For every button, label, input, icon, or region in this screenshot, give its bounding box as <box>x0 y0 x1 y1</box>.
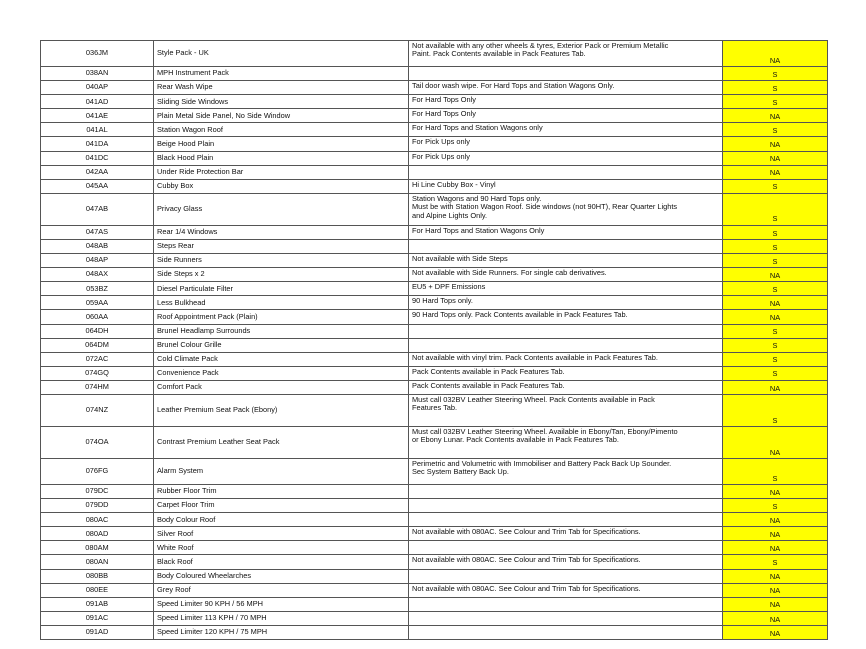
option-note-cell: EU5 + DPF Emissions <box>409 282 723 296</box>
option-note-cell: For Pick Ups only <box>409 137 723 151</box>
table-row <box>41 426 828 458</box>
option-note-cell: For Hard Tops Only <box>409 109 723 123</box>
option-description-cell: Brunel Colour Grille <box>154 338 409 352</box>
table-row <box>41 193 828 225</box>
option-note-cell: Perimetric and Volumetric with Immobiliser and Battery Pack Back Up Sounder. Sec System Battery Back Up. <box>409 458 723 484</box>
table-row <box>41 484 828 498</box>
option-note-cell <box>409 338 723 352</box>
availability-cell: S <box>723 67 828 81</box>
option-description-cell: Silver Roof <box>154 527 409 541</box>
option-note-cell <box>409 324 723 338</box>
option-description-cell: Grey Roof <box>154 583 409 597</box>
option-description-cell: White Roof <box>154 541 409 555</box>
option-note-cell: Tail door wash wipe. For Hard Tops and Station Wagons Only. <box>409 81 723 95</box>
availability-cell: S <box>723 179 828 193</box>
option-description-cell: Convenience Pack <box>154 366 409 380</box>
availability-cell: S <box>723 555 828 569</box>
option-description-cell: Side Steps x 2 <box>154 268 409 282</box>
table-row <box>41 310 828 324</box>
option-code-cell: 059AA <box>41 296 154 310</box>
table-row <box>41 239 828 253</box>
option-description-cell: Beige Hood Plain <box>154 137 409 151</box>
option-note-cell <box>409 513 723 527</box>
availability-cell: S <box>723 239 828 253</box>
option-code-cell: 064DH <box>41 324 154 338</box>
option-note-cell: Must call 032BV Leather Steering Wheel. Available in Ebony/Tan, Ebony/Pimento or Ebony Lunar. Pack Contents available in Pack Features Tab. <box>409 426 723 458</box>
option-note-cell: For Pick Ups only <box>409 151 723 165</box>
option-description-cell: Privacy Glass <box>154 193 409 225</box>
availability-cell: NA <box>723 137 828 151</box>
option-note-cell: Pack Contents available in Pack Features Tab. <box>409 380 723 394</box>
table-row <box>41 324 828 338</box>
table-row <box>41 225 828 239</box>
availability-cell: NA <box>723 527 828 541</box>
option-note-cell <box>409 611 723 625</box>
availability-cell: S <box>723 81 828 95</box>
availability-cell: NA <box>723 583 828 597</box>
table-row <box>41 268 828 282</box>
table-row <box>41 254 828 268</box>
option-code-cell: 080BB <box>41 569 154 583</box>
availability-cell: NA <box>723 484 828 498</box>
option-code-cell: 074OA <box>41 426 154 458</box>
option-code-cell: 091AB <box>41 597 154 611</box>
option-code-cell: 080AN <box>41 555 154 569</box>
availability-cell: NA <box>723 611 828 625</box>
availability-cell: S <box>723 123 828 137</box>
availability-cell: NA <box>723 268 828 282</box>
option-description-cell: Under Ride Protection Bar <box>154 165 409 179</box>
option-code-cell: 041AE <box>41 109 154 123</box>
option-note-cell <box>409 165 723 179</box>
options-table <box>40 40 828 640</box>
option-code-cell: 036JM <box>41 41 154 67</box>
option-description-cell: Sliding Side Windows <box>154 95 409 109</box>
availability-cell: S <box>723 282 828 296</box>
availability-cell: NA <box>723 310 828 324</box>
table-row <box>41 296 828 310</box>
option-note-cell: Not available with 080AC. See Colour and Trim Tab for Specifications. <box>409 527 723 541</box>
option-note-cell <box>409 541 723 555</box>
availability-cell: S <box>723 254 828 268</box>
option-code-cell: 079DD <box>41 499 154 513</box>
table-row <box>41 352 828 366</box>
option-description-cell: Rear 1/4 Windows <box>154 225 409 239</box>
table-row <box>41 137 828 151</box>
option-code-cell: 080AD <box>41 527 154 541</box>
option-description-cell: Body Colour Roof <box>154 513 409 527</box>
option-code-cell: 079DC <box>41 484 154 498</box>
table-row <box>41 151 828 165</box>
option-description-cell: Contrast Premium Leather Seat Pack <box>154 426 409 458</box>
option-description-cell: Alarm System <box>154 458 409 484</box>
option-description-cell: MPH Instrument Pack <box>154 67 409 81</box>
option-code-cell: 048AP <box>41 254 154 268</box>
option-code-cell: 038AN <box>41 67 154 81</box>
option-code-cell: 042AA <box>41 165 154 179</box>
availability-cell: S <box>723 394 828 426</box>
option-description-cell: Rubber Floor Trim <box>154 484 409 498</box>
availability-cell: S <box>723 338 828 352</box>
table-row <box>41 394 828 426</box>
table-row <box>41 597 828 611</box>
availability-cell: NA <box>723 625 828 639</box>
table-row <box>41 165 828 179</box>
option-description-cell: Cubby Box <box>154 179 409 193</box>
option-description-cell: Speed Limiter 113 KPH / 70 MPH <box>154 611 409 625</box>
table-row <box>41 81 828 95</box>
option-code-cell: 080EE <box>41 583 154 597</box>
table-row <box>41 67 828 81</box>
option-description-cell: Style Pack - UK <box>154 41 409 67</box>
option-code-cell: 072AC <box>41 352 154 366</box>
option-note-cell <box>409 597 723 611</box>
option-description-cell: Comfort Pack <box>154 380 409 394</box>
option-note-cell <box>409 484 723 498</box>
option-code-cell: 041DC <box>41 151 154 165</box>
availability-cell: NA <box>723 165 828 179</box>
option-code-cell: 060AA <box>41 310 154 324</box>
option-code-cell: 045AA <box>41 179 154 193</box>
table-row <box>41 380 828 394</box>
option-code-cell: 074GQ <box>41 366 154 380</box>
option-note-cell: Not available with vinyl trim. Pack Contents available in Pack Features Tab. <box>409 352 723 366</box>
availability-cell: S <box>723 366 828 380</box>
option-code-cell: 074NZ <box>41 394 154 426</box>
availability-cell: S <box>723 95 828 109</box>
availability-cell: NA <box>723 380 828 394</box>
option-note-cell: Hi Line Cubby Box - Vinyl <box>409 179 723 193</box>
option-code-cell: 076FG <box>41 458 154 484</box>
option-note-cell: Must call 032BV Leather Steering Wheel. Pack Contents available in Pack Features Tab. <box>409 394 723 426</box>
option-note-cell: Station Wagons and 90 Hard Tops only. Must be with Station Wagon Roof. Side windows (not 90HT), Rear Quarter Lights and Alpine Lights Only. <box>409 193 723 225</box>
option-description-cell: Carpet Floor Trim <box>154 499 409 513</box>
availability-cell: NA <box>723 296 828 310</box>
availability-cell: S <box>723 499 828 513</box>
table-row <box>41 123 828 137</box>
option-code-cell: 041AD <box>41 95 154 109</box>
option-code-cell: 040AP <box>41 81 154 95</box>
option-description-cell: Less Bulkhead <box>154 296 409 310</box>
option-note-cell: Not available with Side Steps <box>409 254 723 268</box>
availability-cell: NA <box>723 41 828 67</box>
availability-cell: S <box>723 458 828 484</box>
option-note-cell: Not available with 080AC. See Colour and Trim Tab for Specifications. <box>409 555 723 569</box>
option-description-cell: Brunel Headlamp Surrounds <box>154 324 409 338</box>
option-code-cell: 074HM <box>41 380 154 394</box>
option-code-cell: 091AC <box>41 611 154 625</box>
option-code-cell: 080AM <box>41 541 154 555</box>
option-description-cell: Body Coloured Wheelarches <box>154 569 409 583</box>
option-code-cell: 041AL <box>41 123 154 137</box>
option-note-cell: 90 Hard Tops only. <box>409 296 723 310</box>
option-description-cell: Roof Appointment Pack (Plain) <box>154 310 409 324</box>
options-table-body <box>41 41 828 640</box>
availability-cell: S <box>723 225 828 239</box>
option-description-cell: Rear Wash Wipe <box>154 81 409 95</box>
option-note-cell: Not available with Side Runners. For single cab derivatives. <box>409 268 723 282</box>
option-note-cell: Not available with any other wheels & tyres, Exterior Pack or Premium Metallic Paint. Pack Contents available in Pack Features Tab. <box>409 41 723 67</box>
table-row <box>41 95 828 109</box>
option-note-cell <box>409 67 723 81</box>
option-description-cell: Side Runners <box>154 254 409 268</box>
option-code-cell: 041DA <box>41 137 154 151</box>
table-row <box>41 282 828 296</box>
availability-cell: S <box>723 324 828 338</box>
option-code-cell: 064DM <box>41 338 154 352</box>
option-description-cell: Leather Premium Seat Pack (Ebony) <box>154 394 409 426</box>
availability-cell: S <box>723 193 828 225</box>
option-description-cell: Speed Limiter 120 KPH / 75 MPH <box>154 625 409 639</box>
option-note-cell: Pack Contents available in Pack Features Tab. <box>409 366 723 380</box>
table-row <box>41 583 828 597</box>
availability-cell: NA <box>723 569 828 583</box>
table-row <box>41 527 828 541</box>
option-note-cell <box>409 499 723 513</box>
table-row <box>41 109 828 123</box>
availability-cell: NA <box>723 109 828 123</box>
option-note-cell: For Hard Tops Only <box>409 95 723 109</box>
availability-cell: NA <box>723 513 828 527</box>
option-note-cell <box>409 239 723 253</box>
table-row <box>41 513 828 527</box>
table-row <box>41 569 828 583</box>
option-code-cell: 048AB <box>41 239 154 253</box>
table-row <box>41 499 828 513</box>
option-description-cell: Plain Metal Side Panel, No Side Window <box>154 109 409 123</box>
availability-cell: NA <box>723 597 828 611</box>
table-row <box>41 458 828 484</box>
option-description-cell: Diesel Particulate Filter <box>154 282 409 296</box>
option-description-cell: Cold Climate Pack <box>154 352 409 366</box>
table-row <box>41 338 828 352</box>
availability-cell: S <box>723 352 828 366</box>
option-description-cell: Black Roof <box>154 555 409 569</box>
option-code-cell: 091AD <box>41 625 154 639</box>
table-row <box>41 41 828 67</box>
table-row <box>41 179 828 193</box>
option-note-cell <box>409 569 723 583</box>
option-code-cell: 048AX <box>41 268 154 282</box>
option-note-cell: For Hard Tops and Station Wagons Only <box>409 225 723 239</box>
option-note-cell: 90 Hard Tops only. Pack Contents available in Pack Features Tab. <box>409 310 723 324</box>
table-row <box>41 555 828 569</box>
option-description-cell: Steps Rear <box>154 239 409 253</box>
option-description-cell: Station Wagon Roof <box>154 123 409 137</box>
option-note-cell: For Hard Tops and Station Wagons only <box>409 123 723 137</box>
option-code-cell: 047AB <box>41 193 154 225</box>
table-row <box>41 625 828 639</box>
table-row <box>41 611 828 625</box>
availability-cell: NA <box>723 151 828 165</box>
table-row <box>41 366 828 380</box>
option-code-cell: 047AS <box>41 225 154 239</box>
option-note-cell: Not available with 080AC. See Colour and Trim Tab for Specifications. <box>409 583 723 597</box>
availability-cell: NA <box>723 426 828 458</box>
table-row <box>41 541 828 555</box>
option-description-cell: Speed Limiter 90 KPH / 56 MPH <box>154 597 409 611</box>
option-description-cell: Black Hood Plain <box>154 151 409 165</box>
option-code-cell: 080AC <box>41 513 154 527</box>
option-note-cell <box>409 625 723 639</box>
option-code-cell: 053BZ <box>41 282 154 296</box>
availability-cell: NA <box>723 541 828 555</box>
